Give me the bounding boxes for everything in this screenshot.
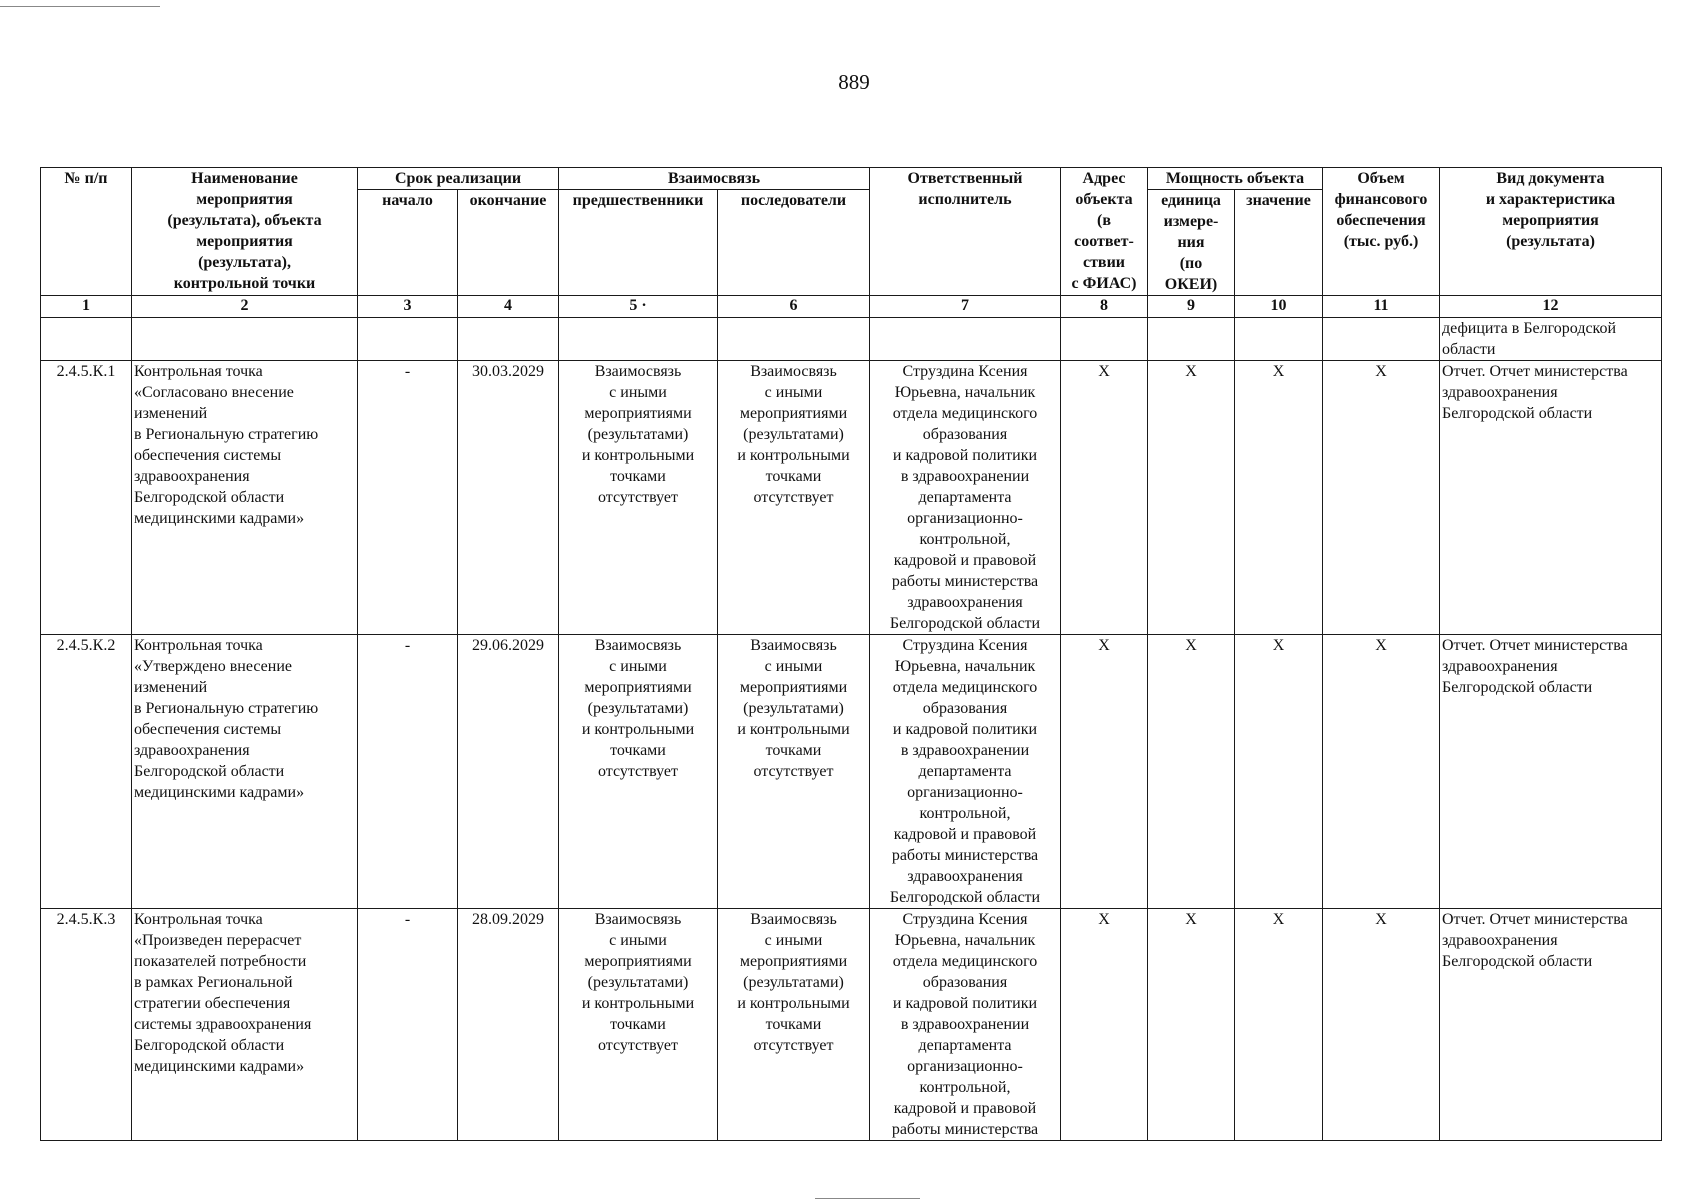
row-responsible: Струздина Ксения Юрьевна, начальник отдела медицинского образования и кадровой политики в здравоохранении департамента организационно- контрольной, кадровой и правовой работы министерства здравоохранения Белгородской области (870, 635, 1061, 909)
continuation-document: дефицита в Белгородской области (1440, 318, 1662, 361)
header-predecessors: предшественники (559, 190, 718, 296)
header-name: Наименование мероприятия (результата), объекта мероприятия (результата), контрольной точки (132, 168, 358, 296)
column-number: 12 (1440, 296, 1662, 318)
column-number: 4 (458, 296, 559, 318)
column-number: 11 (1323, 296, 1440, 318)
page-number: 889 (838, 70, 870, 94)
row-number: 2.4.5.К.2 (41, 635, 132, 909)
header-address: Адрес объекта (в соответ- ствии с ФИАС) (1061, 168, 1148, 296)
header-financing: Объем финансового обеспечения (тыс. руб.) (1323, 168, 1440, 296)
row-financing: Х (1323, 909, 1440, 1141)
row-address: Х (1061, 635, 1148, 909)
row-predecessors: Взаимосвязь с иными мероприятиями (результатами) и контрольными точками отсутствует (559, 909, 718, 1141)
header-document: Вид документа и характеристика мероприятия (результата) (1440, 168, 1662, 296)
column-number: 8 (1061, 296, 1148, 318)
row-name: Контрольная точка «Согласовано внесение изменений в Региональную стратегию обеспечения системы здравоохранения Белгородской области медицинскими кадрами» (132, 361, 358, 635)
header-value: значение (1235, 190, 1323, 296)
row-value: Х (1235, 909, 1323, 1141)
row-document: Отчет. Отчет министерства здравоохранения Белгородской области (1440, 909, 1662, 1141)
header-responsible: Ответственный исполнитель (870, 168, 1061, 296)
header-link: Взаимосвязь (559, 168, 870, 190)
header-unit: единица измере- ния (по ОКЕИ) (1148, 190, 1235, 296)
header-successors: последователи (718, 190, 870, 296)
row-predecessors: Взаимосвязь с иными мероприятиями (результатами) и контрольными точками отсутствует (559, 361, 718, 635)
scan-artifact-top (0, 6, 160, 7)
row-predecessors: Взаимосвязь с иными мероприятиями (результатами) и контрольными точками отсутствует (559, 635, 718, 909)
row-start: - (358, 361, 458, 635)
column-number: 5 · (559, 296, 718, 318)
row-end: 28.09.2029 (458, 909, 559, 1141)
row-unit: Х (1148, 361, 1235, 635)
column-number: 3 (358, 296, 458, 318)
header-power: Мощность объекта (1148, 168, 1323, 190)
row-financing: Х (1323, 635, 1440, 909)
column-number: 2 (132, 296, 358, 318)
column-number: 10 (1235, 296, 1323, 318)
row-unit: Х (1148, 635, 1235, 909)
header-num: № п/п (41, 168, 132, 296)
row-number: 2.4.5.К.3 (41, 909, 132, 1141)
row-document: Отчет. Отчет министерства здравоохранения Белгородской области (1440, 361, 1662, 635)
row-responsible: Струздина Ксения Юрьевна, начальник отдела медицинского образования и кадровой политики в здравоохранении департамента организационно- контрольной, кадровой и правовой работы министерства (870, 909, 1061, 1141)
plan-table (40, 167, 1662, 1141)
row-address: Х (1061, 361, 1148, 635)
row-end: 30.03.2029 (458, 361, 559, 635)
row-start: - (358, 635, 458, 909)
table-row (41, 361, 1662, 635)
header-term: Срок реализации (358, 168, 559, 190)
column-number: 9 (1148, 296, 1235, 318)
row-value: Х (1235, 361, 1323, 635)
row-successors: Взаимосвязь с иными мероприятиями (результатами) и контрольными точками отсутствует (718, 361, 870, 635)
header-end: окончание (458, 190, 559, 296)
column-number: 6 (718, 296, 870, 318)
row-successors: Взаимосвязь с иными мероприятиями (результатами) и контрольными точками отсутствует (718, 635, 870, 909)
row-name: Контрольная точка «Утверждено внесение изменений в Региональную стратегию обеспечения системы здравоохранения Белгородской области медицинскими кадрами» (132, 635, 358, 909)
row-responsible: Струздина Ксения Юрьевна, начальник отдела медицинского образования и кадровой политики в здравоохранении департамента организационно- контрольной, кадровой и правовой работы министерства здравоохранения Белгородской области (870, 361, 1061, 635)
row-number: 2.4.5.К.1 (41, 361, 132, 635)
table-row (41, 909, 1662, 1141)
header-start: начало (358, 190, 458, 296)
column-number: 1 (41, 296, 132, 318)
row-end: 29.06.2029 (458, 635, 559, 909)
table-row (41, 635, 1662, 909)
row-financing: Х (1323, 361, 1440, 635)
row-value: Х (1235, 635, 1323, 909)
continuation-row (41, 318, 1662, 361)
row-document: Отчет. Отчет министерства здравоохранения Белгородской области (1440, 635, 1662, 909)
row-start: - (358, 909, 458, 1141)
column-number: 7 (870, 296, 1061, 318)
row-successors: Взаимосвязь с иными мероприятиями (результатами) и контрольными точками отсутствует (718, 909, 870, 1141)
column-numbers-row (41, 296, 1662, 318)
scan-artifact-bottom (815, 1198, 920, 1199)
row-address: Х (1061, 909, 1148, 1141)
row-unit: Х (1148, 909, 1235, 1141)
row-name: Контрольная точка «Произведен перерасчет показателей потребности в рамках Региональной стратегии обеспечения системы здравоохранения Белгородской области медицинскими кадрами» (132, 909, 358, 1141)
